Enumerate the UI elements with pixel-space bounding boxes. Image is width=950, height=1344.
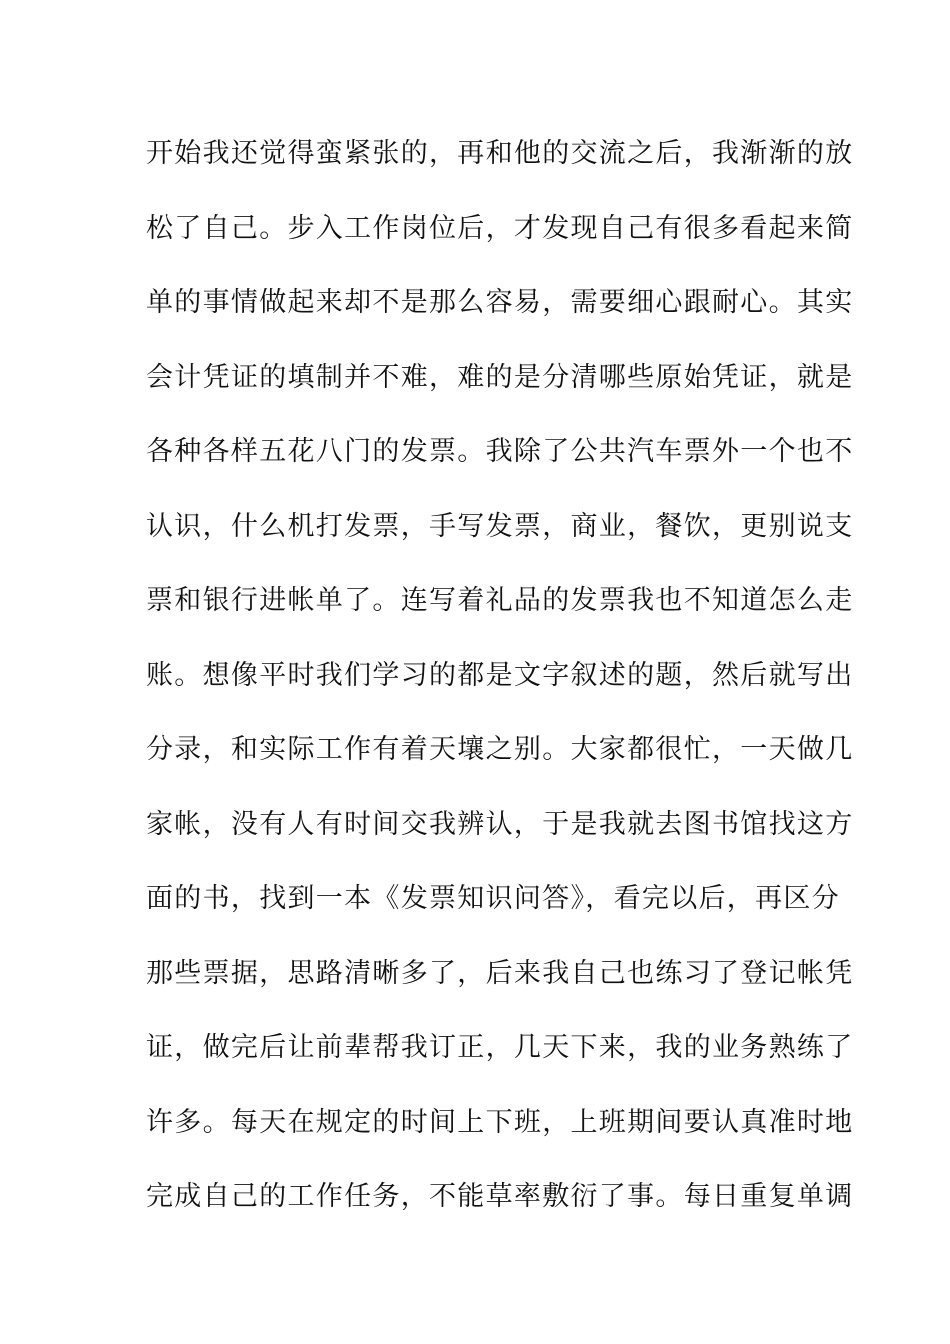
text-line: 各种各样五花八门的发票。我除了公共汽车票外一个也不 bbox=[146, 436, 854, 467]
text-line: 账。想像平时我们学习的都是文字叙述的题，然后就写出 bbox=[146, 659, 854, 691]
text-line: 票和银行进帐单了。连写着礼品的发票我也不知道怎么走 bbox=[146, 585, 854, 616]
text-line: 开始我还觉得蛮紧张的，再和他的交流之后，我渐渐的放 bbox=[146, 138, 854, 169]
text-line: 家帐，没有人有时间交我辨认，于是我就去图书馆找这方 bbox=[146, 808, 854, 840]
text-line: 认识，什么机打发票，手写发票，商业，餐饮，更别说支 bbox=[146, 510, 854, 542]
text-line: 面的书，找到一本《发票知识问答》，看完以后，再区分 bbox=[146, 883, 840, 914]
text-line: 会计凭证的填制并不难，难的是分清哪些原始凭证，就是 bbox=[146, 361, 854, 393]
text-line: 许多。每天在规定的时间上下班，上班期间要认真准时地 bbox=[146, 1106, 854, 1138]
text-line: 松了自己。步入工作岗位后，才发现自己有很多看起来简 bbox=[146, 212, 854, 244]
body-paragraph bbox=[146, 132, 854, 1250]
text-line: 证，做完后让前辈帮我订正，几天下来，我的业务熟练了 bbox=[146, 1032, 854, 1063]
text-line: 那些票据，思路清晰多了，后来我自己也练习了登记帐凭 bbox=[146, 957, 854, 989]
text-line: 分录，和实际工作有着天壤之别。大家都很忙，一天做几 bbox=[146, 734, 854, 765]
text-line: 完成自己的工作任务，不能草率敷衍了事。每日重复单调 bbox=[146, 1181, 854, 1212]
text-line: 单的事情做起来却不是那么容易，需要细心跟耐心。其实 bbox=[146, 287, 854, 318]
